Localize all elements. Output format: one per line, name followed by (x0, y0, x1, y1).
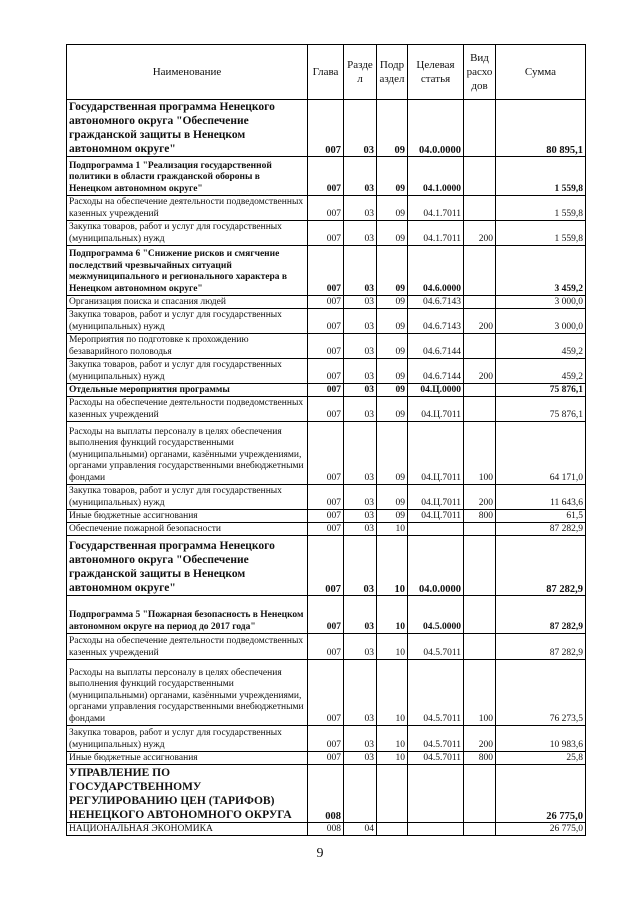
row-glava: 007 (308, 359, 344, 384)
row-glava: 007 (308, 309, 344, 334)
table-row (67, 296, 586, 309)
row-podrazdel: 10 (377, 634, 408, 660)
row-glava: 007 (308, 100, 344, 157)
row-name: Расходы на обеспечение деятельности подведомственных казенных учреждений (67, 397, 308, 422)
row-podrazdel: 09 (377, 221, 408, 246)
table-row (67, 765, 586, 823)
row-target: 04.6.7143 (408, 309, 464, 334)
row-sum: 25,8 (496, 752, 586, 765)
row-glava: 007 (308, 221, 344, 246)
table-row (67, 309, 586, 334)
row-glava: 007 (308, 536, 344, 596)
row-target: 04.0.0000 (408, 536, 464, 596)
row-name: Расходы на выплаты персоналу в целях обеспечения выполнения функций государственными (муниципальными) органами, казёнными учреждениями, органами управления государственными внебюджетными фондами (67, 422, 308, 485)
row-target: 04.0.0000 (408, 100, 464, 157)
table-row (67, 422, 586, 485)
row-target: 04.Ц.7011 (408, 485, 464, 510)
row-razdel: 03 (344, 246, 377, 296)
row-target: 04.6.7143 (408, 296, 464, 309)
table-header-row (67, 45, 586, 100)
row-name: УПРАВЛЕНИЕ ПО ГОСУДАРСТВЕННОМУ РЕГУЛИРОВАНИЮ ЦЕН (ТАРИФОВ) НЕНЕЦКОГО АВТОНОМНОГО ОКРУГА (67, 765, 308, 823)
row-podrazdel: 09 (377, 296, 408, 309)
row-podrazdel: 10 (377, 523, 408, 536)
row-glava: 007 (308, 196, 344, 221)
row-target: 04.1.7011 (408, 196, 464, 221)
table-row (67, 196, 586, 221)
row-target: 04.Ц.7011 (408, 510, 464, 523)
row-razdel: 03 (344, 726, 377, 752)
row-sum: 61,5 (496, 510, 586, 523)
row-razdel: 03 (344, 752, 377, 765)
row-glava: 007 (308, 634, 344, 660)
row-vid (464, 196, 496, 221)
row-sum: 87 282,9 (496, 634, 586, 660)
row-razdel: 03 (344, 422, 377, 485)
table-row (67, 510, 586, 523)
row-glava: 007 (308, 296, 344, 309)
row-glava: 007 (308, 660, 344, 726)
row-razdel: 03 (344, 536, 377, 596)
row-glava: 007 (308, 510, 344, 523)
row-name: Обеспечение пожарной безопасности (67, 523, 308, 536)
row-target: 04.5.0000 (408, 596, 464, 634)
row-vid (464, 523, 496, 536)
table-row (67, 823, 586, 836)
row-name: Закупка товаров, работ и услуг для государственных (муниципальных) нужд (67, 221, 308, 246)
row-sum: 26 775,0 (496, 823, 586, 836)
row-target: 04.1.0000 (408, 157, 464, 196)
row-razdel: 03 (344, 634, 377, 660)
row-target: 04.Ц.7011 (408, 422, 464, 485)
row-razdel: 03 (344, 510, 377, 523)
table-row (67, 397, 586, 422)
row-target: 04.Ц.0000 (408, 384, 464, 397)
header-podrazdel: Подр аздел (377, 45, 408, 100)
row-razdel (344, 765, 377, 823)
row-sum: 75 876,1 (496, 384, 586, 397)
row-name: Мероприятия по подготовке к прохождению безаварийного половодья (67, 334, 308, 359)
table-row (67, 536, 586, 596)
row-vid: 100 (464, 422, 496, 485)
row-podrazdel: 09 (377, 196, 408, 221)
row-vid: 200 (464, 726, 496, 752)
row-glava: 007 (308, 485, 344, 510)
row-name: Расходы на обеспечение деятельности подведомственных казенных учреждений (67, 634, 308, 660)
row-vid: 100 (464, 660, 496, 726)
row-name: НАЦИОНАЛЬНАЯ ЭКОНОМИКА (67, 823, 308, 836)
row-vid (464, 397, 496, 422)
table-row (67, 384, 586, 397)
row-razdel: 04 (344, 823, 377, 836)
row-glava: 007 (308, 726, 344, 752)
row-podrazdel: 09 (377, 246, 408, 296)
row-razdel: 03 (344, 334, 377, 359)
row-name: Отдельные мероприятия программы (67, 384, 308, 397)
row-glava: 007 (308, 334, 344, 359)
row-podrazdel: 09 (377, 384, 408, 397)
header-name: Наименование (67, 45, 308, 100)
row-name: Иные бюджетные ассигнования (67, 752, 308, 765)
row-glava: 007 (308, 422, 344, 485)
row-target: 04.6.7144 (408, 334, 464, 359)
row-razdel: 03 (344, 596, 377, 634)
row-name: Расходы на выплаты персоналу в целях обеспечения выполнения функций государственными (муниципальными) органами, казёнными учреждениями, органами управления государственными внебюджетными фондами (67, 660, 308, 726)
row-name: Подпрограмма 6 "Снижение рисков и смягчение последствий чрезвычайных ситуаций межмуниципального и регионального характера в Ненецком автономном округе" (67, 246, 308, 296)
row-target: 04.5.7011 (408, 726, 464, 752)
row-name: Государственная программа Ненецкого автономного округа "Обеспечение гражданской защиты в Ненецком автономном округе" (67, 536, 308, 596)
row-vid (464, 246, 496, 296)
header-razdel: Разде л (344, 45, 377, 100)
page-number: 9 (316, 846, 324, 861)
row-target: 04.5.7011 (408, 634, 464, 660)
row-podrazdel: 10 (377, 726, 408, 752)
row-glava: 007 (308, 157, 344, 196)
row-sum: 3 459,2 (496, 246, 586, 296)
table-row (67, 726, 586, 752)
budget-table-container (66, 44, 585, 836)
row-podrazdel: 10 (377, 536, 408, 596)
row-sum: 3 000,0 (496, 309, 586, 334)
row-vid (464, 596, 496, 634)
row-glava: 008 (308, 765, 344, 823)
row-vid: 200 (464, 359, 496, 384)
table-row (67, 157, 586, 196)
row-podrazdel: 09 (377, 334, 408, 359)
row-podrazdel: 09 (377, 510, 408, 523)
row-sum: 76 273,5 (496, 660, 586, 726)
table-row (67, 221, 586, 246)
header-glava: Глава (308, 45, 344, 100)
row-name: Подпрограмма 5 "Пожарная безопасность в Ненецком автономном округе на период до 2017 года" (67, 596, 308, 634)
table-row (67, 660, 586, 726)
row-sum: 87 282,9 (496, 536, 586, 596)
row-sum: 1 559,8 (496, 221, 586, 246)
row-vid (464, 765, 496, 823)
row-vid (464, 823, 496, 836)
row-sum: 10 983,6 (496, 726, 586, 752)
row-glava: 007 (308, 384, 344, 397)
row-glava: 007 (308, 246, 344, 296)
row-sum: 80 895,1 (496, 100, 586, 157)
table-row (67, 246, 586, 296)
row-razdel: 03 (344, 196, 377, 221)
row-vid (464, 536, 496, 596)
row-vid (464, 296, 496, 309)
table-row (67, 100, 586, 157)
row-podrazdel: 09 (377, 309, 408, 334)
row-razdel: 03 (344, 221, 377, 246)
row-sum: 459,2 (496, 359, 586, 384)
row-podrazdel: 09 (377, 100, 408, 157)
row-razdel: 03 (344, 523, 377, 536)
row-name: Закупка товаров, работ и услуг для государственных (муниципальных) нужд (67, 726, 308, 752)
row-vid (464, 100, 496, 157)
row-name: Закупка товаров, работ и услуг для государственных (муниципальных) нужд (67, 309, 308, 334)
row-target: 04.Ц.7011 (408, 397, 464, 422)
row-razdel: 03 (344, 157, 377, 196)
row-razdel: 03 (344, 397, 377, 422)
row-name: Иные бюджетные ассигнования (67, 510, 308, 523)
header-vid: Вид расхо дов (464, 45, 496, 100)
row-podrazdel (377, 823, 408, 836)
row-podrazdel: 09 (377, 485, 408, 510)
row-sum: 11 643,6 (496, 485, 586, 510)
row-sum: 459,2 (496, 334, 586, 359)
row-podrazdel: 10 (377, 752, 408, 765)
row-glava: 007 (308, 596, 344, 634)
table-row (67, 334, 586, 359)
row-razdel: 03 (344, 384, 377, 397)
row-glava: 007 (308, 397, 344, 422)
row-vid (464, 157, 496, 196)
row-target: 04.5.7011 (408, 752, 464, 765)
row-vid: 800 (464, 752, 496, 765)
table-row (67, 634, 586, 660)
row-target: 04.1.7011 (408, 221, 464, 246)
row-vid: 200 (464, 221, 496, 246)
row-podrazdel: 09 (377, 359, 408, 384)
row-sum: 87 282,9 (496, 523, 586, 536)
row-target: 04.6.7144 (408, 359, 464, 384)
row-name: Государственная программа Ненецкого автономного округа "Обеспечение гражданской защиты в Ненецком автономном округе" (67, 100, 308, 157)
table-row (67, 752, 586, 765)
row-razdel: 03 (344, 296, 377, 309)
table-row (67, 596, 586, 634)
row-target (408, 823, 464, 836)
row-sum: 75 876,1 (496, 397, 586, 422)
row-sum: 1 559,8 (496, 157, 586, 196)
row-name: Закупка товаров, работ и услуг для государственных (муниципальных) нужд (67, 485, 308, 510)
row-target (408, 523, 464, 536)
row-razdel: 03 (344, 485, 377, 510)
row-podrazdel: 10 (377, 596, 408, 634)
row-name: Организация поиска и спасания людей (67, 296, 308, 309)
table-row (67, 485, 586, 510)
row-sum: 64 171,0 (496, 422, 586, 485)
row-sum: 26 775,0 (496, 765, 586, 823)
row-podrazdel: 10 (377, 660, 408, 726)
row-name: Расходы на обеспечение деятельности подведомственных казенных учреждений (67, 196, 308, 221)
header-target: Целевая статья (408, 45, 464, 100)
row-name: Подпрограмма 1 "Реализация государственной политики в области гражданской обороны в Ненецком автономном округе" (67, 157, 308, 196)
row-vid: 800 (464, 510, 496, 523)
row-name: Закупка товаров, работ и услуг для государственных (муниципальных) нужд (67, 359, 308, 384)
row-razdel: 03 (344, 309, 377, 334)
row-glava: 007 (308, 523, 344, 536)
row-razdel: 03 (344, 100, 377, 157)
row-podrazdel: 09 (377, 397, 408, 422)
row-vid (464, 634, 496, 660)
row-vid: 200 (464, 485, 496, 510)
row-target (408, 765, 464, 823)
row-podrazdel (377, 765, 408, 823)
row-glava: 008 (308, 823, 344, 836)
row-podrazdel: 09 (377, 422, 408, 485)
row-target: 04.6.0000 (408, 246, 464, 296)
row-sum: 87 282,9 (496, 596, 586, 634)
budget-table (66, 44, 586, 836)
row-glava: 007 (308, 752, 344, 765)
row-razdel: 03 (344, 660, 377, 726)
row-sum: 3 000,0 (496, 296, 586, 309)
row-vid: 200 (464, 309, 496, 334)
row-vid (464, 334, 496, 359)
row-vid (464, 384, 496, 397)
table-row (67, 523, 586, 536)
row-target: 04.5.7011 (408, 660, 464, 726)
row-sum: 1 559,8 (496, 196, 586, 221)
row-razdel: 03 (344, 359, 377, 384)
table-row (67, 359, 586, 384)
row-podrazdel: 09 (377, 157, 408, 196)
header-sum: Сумма (496, 45, 586, 100)
